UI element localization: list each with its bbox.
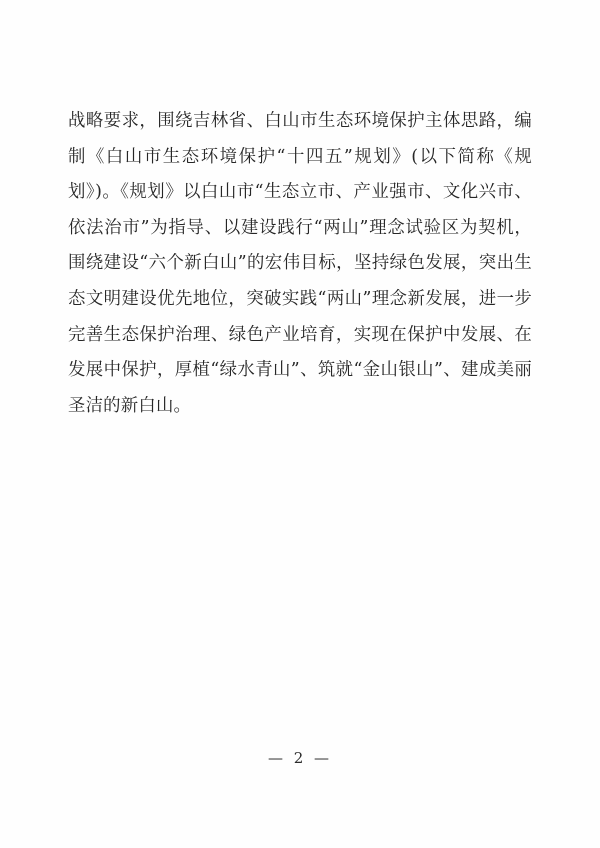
page-footer [0, 748, 600, 767]
body-paragraph: 战略要求，围绕吉林省、白山市生态环境保护主体思路，编制《白山市生态环境保护“十四五”规划》(以下简称《规划》)。《规划》以白山市“生态立市、产业强市、文化兴市、依法治市”为指导、以建设践行“两山”理念试验区为契机，围绕建设“六个新白山”的宏伟目标，坚持绿色发展，突出生态文明建设优先地位，突破实践“两山”理念新发展，进一步完善生态保护治理、绿色产业培育，实现在保护中发展、在发展中保护，厚植“绿水青山”、筑就“金山银山”、建成美丽圣洁的新白山。 [68, 111, 532, 416]
page-content [68, 104, 532, 424]
page-number: — 2 — [267, 749, 333, 767]
